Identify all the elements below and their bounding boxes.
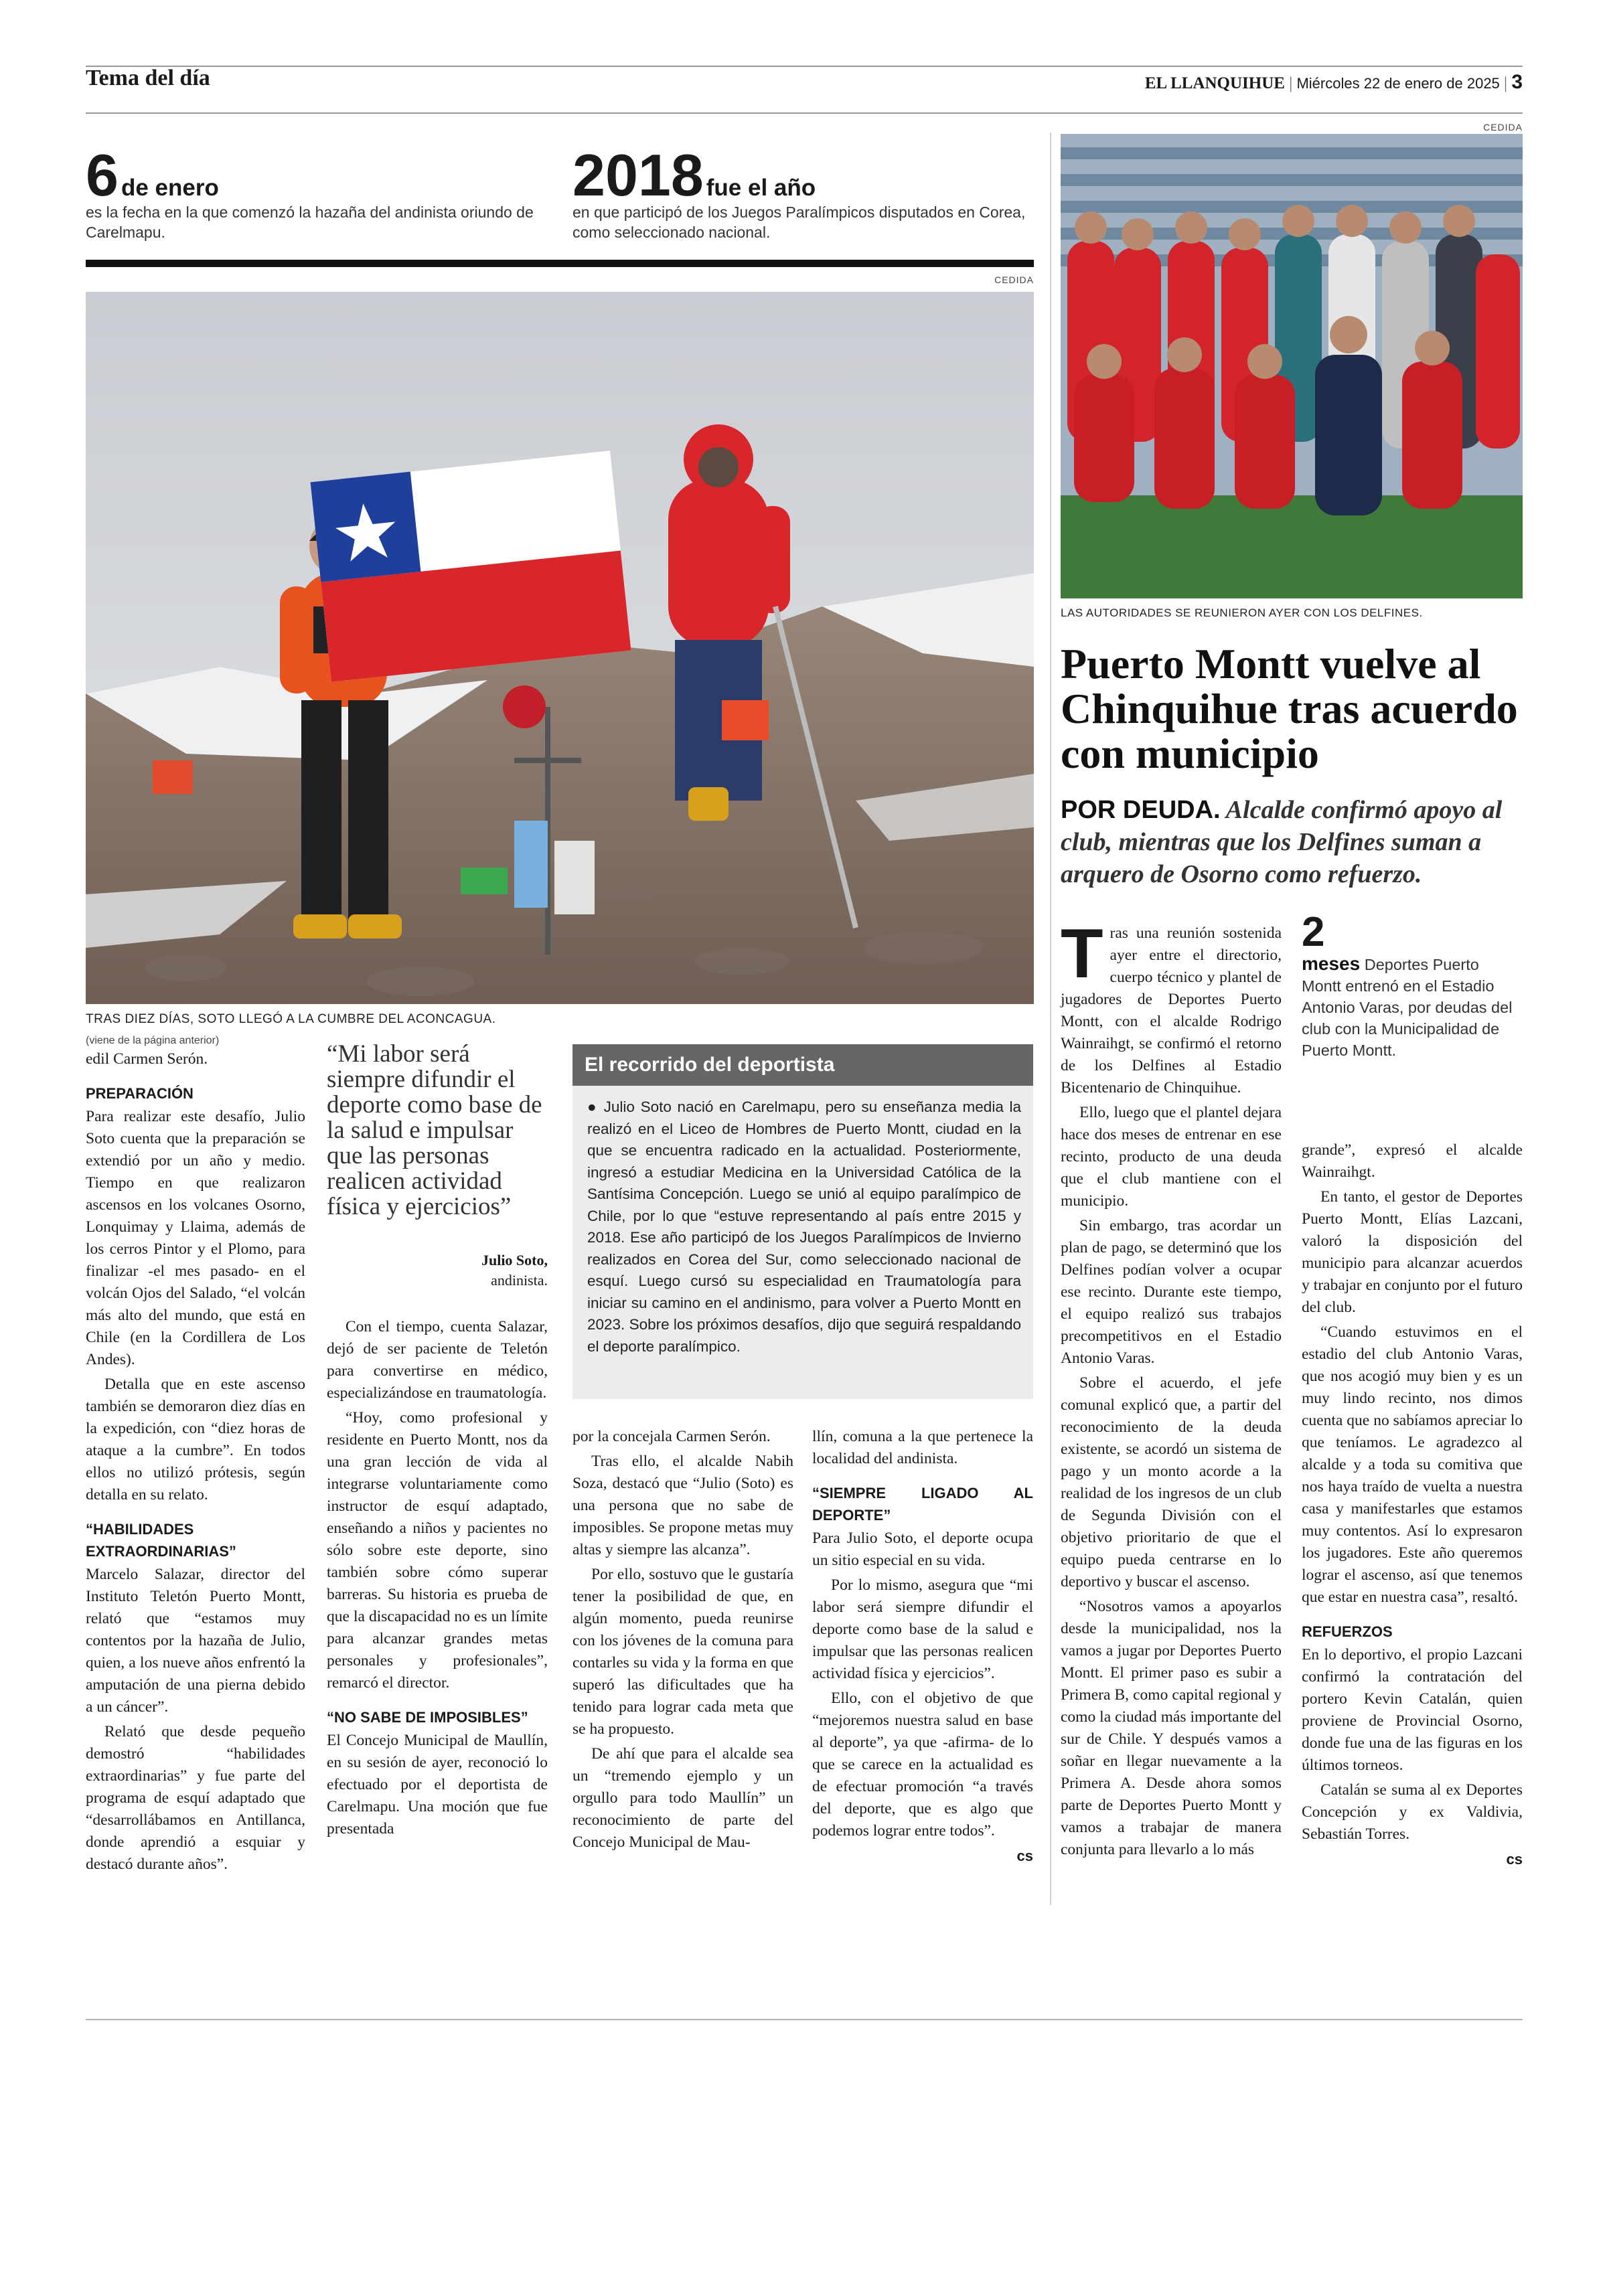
article1-col4-p4: Ello, con el objetivo de que “mejoremos nuestra salud en base al deporte”, ya que -afirma- de lo que se carece en la actualidad es de efectuar promoción “a través del deporte, que es algo que podemos lograr entre todos”. — [812, 1690, 1033, 1839]
article1-col3 — [572, 1426, 793, 1856]
article2-end-mark: cs — [1506, 1851, 1523, 1868]
article2-stat — [1302, 909, 1523, 1061]
sidebar-box-title: El recorrido del deportista — [572, 1044, 1033, 1086]
article1-col1 — [86, 1034, 305, 1878]
subhead-preparacion: PREPARACIÓN — [86, 1085, 194, 1102]
article1-col3-p1: por la concejala Carmen Serón. — [572, 1428, 771, 1445]
stat-year-desc: en que participó de los Juegos Paralímpicos disputados en Corea, como seleccionado nacional. — [572, 203, 1026, 241]
stat-year-number: 2018 — [572, 142, 704, 208]
article1-col1-p4: Relató que desde pequeño demostró “habilidades extraordinarias” y fue parte del programa de esquí adaptado que “desarrollábamos en Antillanca, donde aprendió a esquiar y destacó durante años”. — [86, 1723, 305, 1873]
stat-date-desc: es la fecha en la que comenzó la hazaña del andinista oriundo de Carelmapu. — [86, 203, 534, 241]
stat-year-unit: fue el año — [706, 175, 816, 201]
bottom-rule — [86, 2019, 1523, 2020]
article2-col2-p3: “Cuando estuvimos en el estadio del club Antonio Varas, que nos acogió muy bien y es un muy lindo recinto, nos dimos cuenta que no sabíamos apreciar lo que teníamos. Le agradezco al alcalde y a toda su comitiva que nos haya traído de vuelta a nuestra casa y manifestarles que estamos muy contentos. Así lo expresaron los jugadores. Este año queremos lograr el ascenso, así que tenemos que estar en nuestra casa”, resaltó. — [1302, 1323, 1523, 1606]
article1-col3-p4: De ahí que para el alcalde sea un “tremendo ejemplo y un orgullo para todo Maullín” un reconocimiento de parte del Concejo Municipal de Mau- — [572, 1745, 793, 1851]
kicker-label: POR DEUDA. — [1061, 796, 1221, 824]
main-photo — [86, 292, 1034, 1004]
article2-stat-number: 2 — [1302, 909, 1325, 955]
pull-quote: “Mi labor será siempre difundir el deporte como base de la salud e impulsar que las personas realicen actividad física y ejercicios” — [327, 1040, 542, 1220]
paper-name: EL LLANQUIHUE — [1144, 74, 1285, 92]
quote-source — [327, 1250, 548, 1291]
article1-col3-p3: Por ello, sostuvo que le gustaría tener la posibilidad de que, en algún momento, pueda reunirse con los jóvenes de la comuna para contarles su vida y la forma en que superó las dificultades que ha tenido para lograr cada meta que se ha propuesto. — [572, 1566, 793, 1738]
article1-col2 — [327, 1316, 548, 1843]
issue-date: Miércoles 22 de enero de 2025 — [1296, 75, 1500, 92]
team-photo-illustration — [1061, 134, 1523, 598]
article1-col1-p2: Detalla que en este ascenso también se demoraron diez días en la expedición, con “diez horas de ataque a la cumbre”. En todos ellos no utilizó prótesis, según detalla en su relato. — [86, 1376, 305, 1503]
article1-col1-p0: edil Carmen Serón. — [86, 1050, 208, 1068]
article2-stat-desc: Deportes Puerto Montt entrenó en el Estadio Antonio Varas, por deudas del club con la Municipalidad de Puerto Montt. — [1302, 956, 1513, 1059]
article1-col3-p2: Tras ello, el alcalde Nabih Soza, destacó que “Julio (Soto) es una persona que no sabe de imposibles. Se propone metas muy altas y siempre las alcanza”. — [572, 1453, 793, 1558]
stats-bar — [86, 260, 1034, 267]
article2-headline: Puerto Montt vuelve al Chinquihue tras acuerdo con municipio — [1061, 640, 1518, 777]
header-rule — [86, 112, 1523, 114]
stat-date-number: 6 — [86, 142, 119, 208]
section-title: Tema del día — [86, 66, 210, 90]
sidebar-box-text: Julio Soto nació en Carelmapu, pero su enseñanza media la realizó en el Liceo de Hombres de Puerto Montt, ciudad en la que se encuentra radicado en la actualidad. Posteriormente, ingresó a estudiar Medicina en la Universidad Católica de la Santísima Concepción. Luego se unió al equipo paralímpico de Chile, por lo que “estuve representando al país entre 2015 y 2018. Ese año participó de los Juegos Paralímpicos de Invierno realizados en Corea del Sur, como seleccionado nacional de esquí. Luego cursó su especialidad en Traumatología para iniciar su camino en el andinismo, para volver a Puerto Montt en 2023. Sobre los próximos desafíos, dijo que seguirá respaldando el deporte paralímpico. — [587, 1098, 1022, 1355]
article1-col2-p1: Con el tiempo, cuenta Salazar, dejó de ser paciente de Teletón para convertirse en médico, especializándose en traumatología. — [327, 1318, 548, 1402]
team-photo-caption: LAS AUTORIDADES SE REUNIERON AYER CON LOS DELFINES. — [1061, 606, 1423, 619]
article1-end-mark: cs — [1016, 1848, 1033, 1864]
sidebar-box-body: ● Julio Soto nació en Carelmapu, pero su enseñanza media la realizó en el Liceo de Hombres de Puerto Montt, ciudad en la que se encuentra radicado en la actualidad. Posteriormente, ingresó a estudiar Medicina en la Universidad Católica de la Santísima Concepción. Luego se unió al equipo paralímpico de Chile, por lo que “estuve representando al país entre 2015 y 2018. Ese año participó de los Juegos Paralímpicos de Invierno realizados en Corea del Sur, como seleccionado nacional de esquí. Luego cursó su especialidad en Traumatología para iniciar su camino en el andinismo, para volver a Puerto Montt en 2023. Sobre los próximos desafíos, dijo que seguirá respaldando el deporte paralímpico. — [587, 1098, 1022, 1355]
column-divider — [1050, 133, 1051, 1905]
drop-cap: T — [1061, 915, 1103, 993]
article2-col2-p5: Catalán se suma al ex Deportes Concepción y ex Valdivia, Sebastián Torres. — [1302, 1781, 1523, 1843]
article1-col4-p1: llín, comuna a la que pertenece la localidad del andinista. — [812, 1428, 1033, 1467]
subhead-refuerzos: REFUERZOS — [1302, 1623, 1393, 1640]
article2-col2-p4: En lo deportivo, el propio Lazcani confirmó la contratación del portero Kevin Catalán, quien proviene de Provincial Osorno, donde fue una de las figuras en los últimos torneos. — [1302, 1646, 1523, 1774]
masthead-info: EL LLANQUIHUE | Miércoles 22 de enero de 2025 | 3 — [1144, 71, 1523, 93]
team-photo — [1061, 134, 1523, 598]
main-photo-credit: CEDIDA — [994, 274, 1034, 285]
article2-col2-p2: En tanto, el gestor de Deportes Puerto Montt, Elías Lazcani, valoró la disposición del municipio para alcanzar acuerdos y trabajar en conjunto por el futuro del club. — [1302, 1188, 1523, 1316]
summit-photo-illustration — [86, 292, 1034, 1004]
subhead-ligado: “SIEMPRE LIGADO AL DEPORTE” — [812, 1485, 1033, 1524]
article1-col2-p2: “Hoy, como profesional y residente en Puerto Montt, nos da una gran lección de vida al integrarse voluntariamente como instructor de esquí adaptado, enseñando a niños y pacientes no sólo sobre este deporte, sino también sobre cómo superar barreras. Su historia es prueba de que la discapacidad no es un límite para alcanzar grandes metas personales y profesionales”, remarcó el director. — [327, 1409, 548, 1692]
sidebar-box — [572, 1044, 1033, 1399]
article2-col1-p3: Sin embargo, tras acordar un plan de pago, se determinó que los Delfines podían volver a ocupar ese recinto. Durante este tiempo, el equipo realizó sus trabajos precompetitivos en el Estadio Antonio Varas. — [1061, 1217, 1282, 1367]
stat-date-unit: de enero — [121, 175, 219, 201]
article2-col1-p1: ras una reunión sostenida ayer entre el directorio, cuerpo técnico y plantel de jugadores de Deportes Puerto Montt, con el alcalde Rodrigo Wainraihgt, se confirmó el retorno de los Delfines al Estadio Bicentenario de Chinquihue. — [1061, 924, 1282, 1096]
quote-name: Julio Soto, — [481, 1252, 548, 1268]
article1-col1-p1: Para realizar este desafío, Julio Soto cuenta que la preparación se extendió por un año y medio. Tiempo en que realizaron ascensos en los volcanes Osorno, Lonquimay y Llaima, además de los cerros Pintor y el Plomo, para finalizar -el mes pasado- en el volcán Ojos del Salado, “el volcán más alto del mundo, que está en Chile (en la Cordillera de Los Andes). — [86, 1108, 305, 1368]
article1-col4-p2: Para Julio Soto, el deporte ocupa un sitio especial en su vida. — [812, 1530, 1033, 1569]
quote-role: andinista. — [491, 1272, 548, 1289]
main-photo-caption: TRAS DIEZ DÍAS, SOTO LLEGÓ A LA CUMBRE DEL ACONCAGUA. — [86, 1012, 496, 1026]
stat-year — [572, 142, 1041, 242]
article2-col1-p2: Ello, luego que el plantel dejara hace dos meses de entrenar en ese recinto, producto de una deuda que el club mantiene con el municipio. — [1061, 1104, 1282, 1210]
stat-date — [86, 142, 548, 242]
article1-col2-p3: El Concejo Municipal de Maullín, en su sesión de ayer, reconoció lo efectuado por el deportista de Carelmapu. Una moción que fue presentada — [327, 1732, 548, 1837]
team-photo-credit: CEDIDA — [1483, 122, 1523, 133]
article2-kicker — [1061, 794, 1523, 890]
kicker-text: Alcalde confirmó apoyo al club, mientras que los Delfines suman a arquero de Osorno como refuerzo. — [1061, 796, 1503, 888]
article2-col1 — [1061, 915, 1282, 1864]
article2-col2 — [1302, 1139, 1523, 1870]
subhead-habilidades: “HABILIDADES EXTRAORDINARIAS” — [86, 1521, 236, 1560]
article2-col1-p4: Sobre el acuerdo, el jefe comunal explicó que, a partir del reconocimiento de la deuda existente, se acordó un sistema de pago y un monto acorde a la realidad de los ingresos de un club de Segunda División con el objetivo prioritario de que el equipo pueda centrarse en lo deportivo y buscar el ascenso. — [1061, 1374, 1282, 1590]
article1-col4 — [812, 1426, 1033, 1867]
page-number: 3 — [1511, 71, 1523, 93]
article2-col1-p5: “Nosotros vamos a apoyarlos desde la municipalidad, nos la vamos a jugar por Deportes Puerto Montt. El primer paso es subir a Primera B, como capital regional y como la ciudad más importante del sur de Chile. Y después vamos a soñar en llegar nuevamente a la Primera A. Desde ahora somos parte de Deportes Puerto Montt y vamos a trabajar de manera conjunta para llevarlo a lo más — [1061, 1598, 1282, 1858]
top-rule — [86, 66, 1523, 67]
article1-col1-p3: Marcelo Salazar, director del Instituto Teletón Puerto Montt, relató que “estamos muy contentos por la hazaña de Julio, quien, a los nueve años enfrentó la amputación de una pierna debido a un cáncer”. — [86, 1566, 305, 1716]
article2-col2-p1: grande”, expresó el alcalde Wainraihgt. — [1302, 1141, 1523, 1181]
article1-col4-p3: Por lo mismo, asegura que “mi labor será siempre difundir el deporte como base de la salud e impulsar que las personas realicen actividad física y ejercicios”. — [812, 1576, 1033, 1682]
article2-stat-unit: meses — [1302, 953, 1361, 974]
continued-note: (viene de la página anterior) — [86, 1035, 220, 1046]
subhead-imposibles: “NO SABE DE IMPOSIBLES” — [327, 1709, 528, 1726]
